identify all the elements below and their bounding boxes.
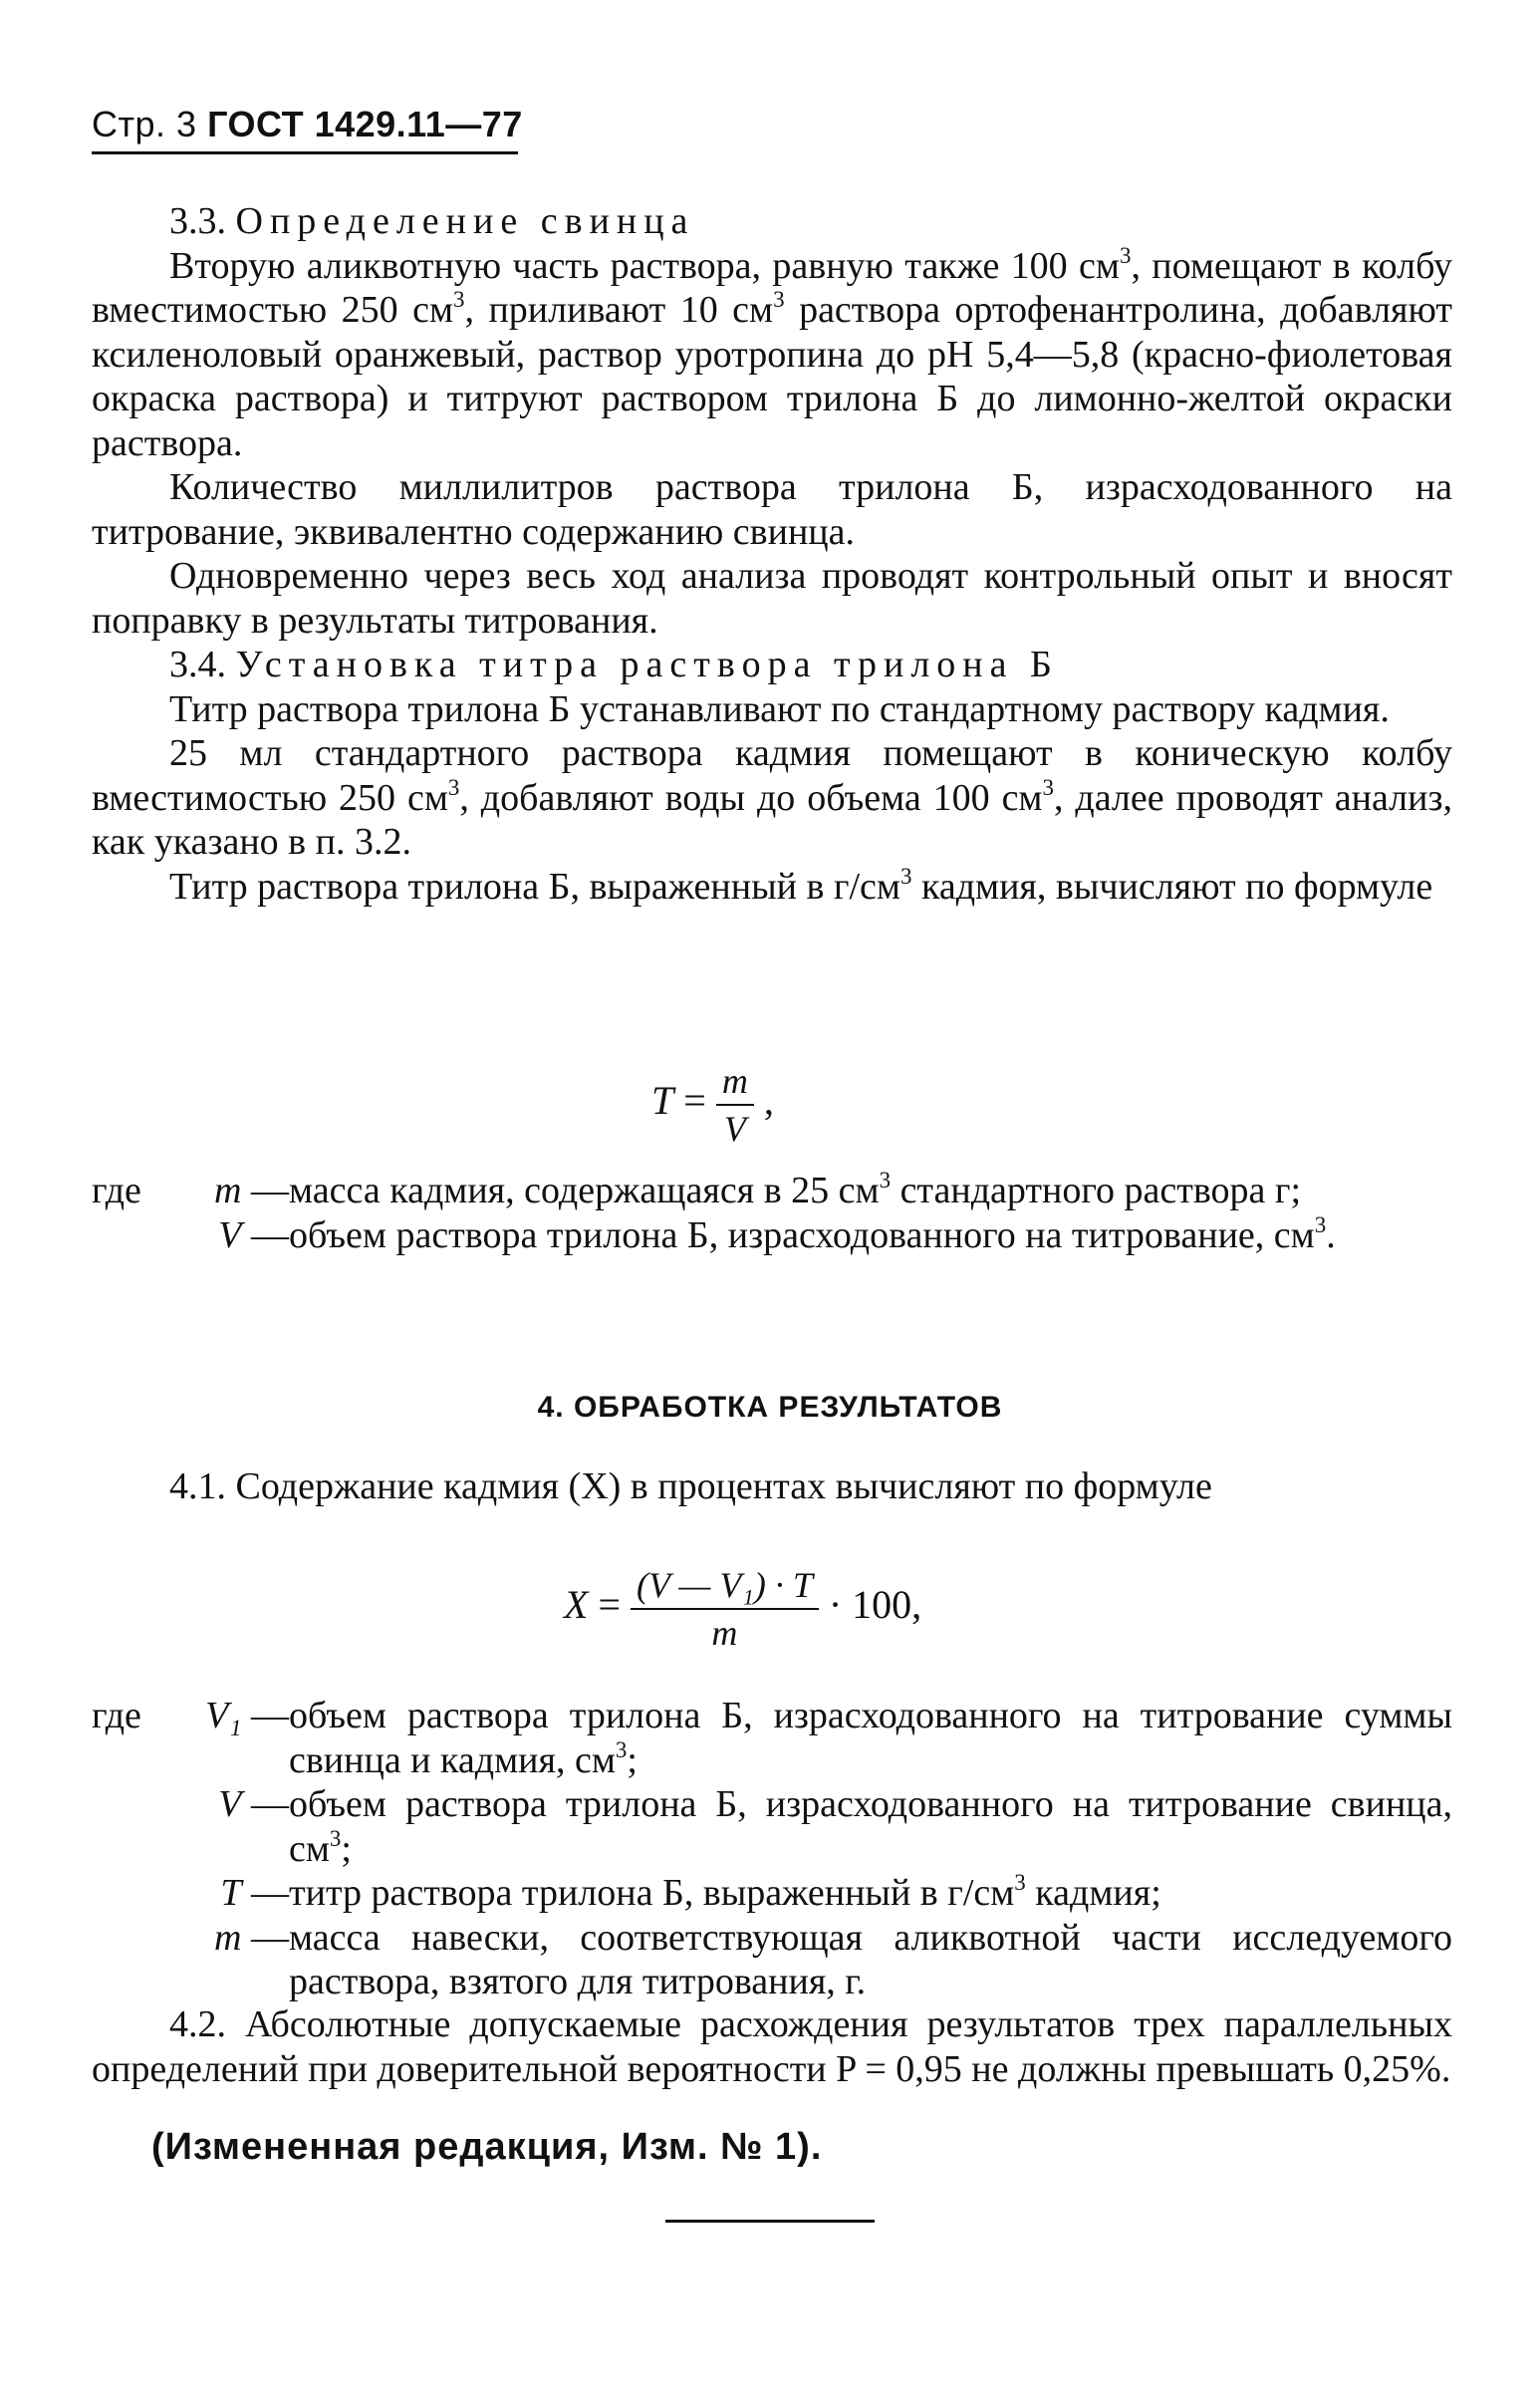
legend-row: T — титр раствора трилона Б, выраженный в $г/см^3$ кадмия; xyxy=(220,1870,1161,1914)
fraction: $\frac{m}{V}$ xyxy=(716,1058,754,1152)
amendment-note: (Измененная редакция, Изм. № 1). xyxy=(151,2126,823,2168)
header-rule xyxy=(92,151,518,154)
paragraph: Титр раствора трилона Б, выраженный в $г/см^3$ кадмия, вычисляют по формуле xyxy=(169,863,1433,908)
legend-row: где m — масса кадмия, содержащаяся в 25 $см^3$ стандартного раствора г; xyxy=(92,1168,1302,1211)
formula-legend-cadmium xyxy=(92,1694,1452,2004)
legend-row: m — масса навески, соответствующая аликвотной части исследуемого раствора, взятого для титрования, г. xyxy=(214,1916,1452,2002)
paragraph: Количество миллилитров раствора трилона Б, израсходованного на титрование, эквивалентно содержанию свинца. xyxy=(92,466,1452,553)
body-text-3 xyxy=(92,199,1452,909)
paragraph: Титр раствора трилона Б устанавливают по стандартному раствору кадмия. xyxy=(169,687,1390,730)
paragraph-4-1: 4.1. Содержание кадмия (X) в процентах вычисляют по формуле xyxy=(169,1465,1212,1507)
section-4-heading: 4. ОБРАБОТКА РЕЗУЛЬТАТОВ xyxy=(537,1391,1003,1424)
body-text-4-1 xyxy=(92,1464,1452,1509)
end-rule xyxy=(665,2220,875,2223)
page-header xyxy=(92,104,523,145)
formula-titer: T = $\frac{m}{V}$ , xyxy=(651,1058,774,1152)
formula-legend-titer xyxy=(92,1169,1452,1257)
section-3-3-title: 3.3. Определение свинца xyxy=(169,200,695,242)
legend-row: где V₁ — объем раствора трилона Б, израсходованного на титрование суммы свинца и кадмия, $см^3$; xyxy=(92,1695,1452,1781)
legend-row: V — объем раствора трилона Б, израсходованного на титрование свинца, $см^3$; xyxy=(218,1783,1452,1870)
fraction: $\frac{\text{(V — V₁) · T}}{m}$ xyxy=(631,1562,819,1656)
body-text-4-2 xyxy=(92,2002,1452,2091)
standard-code: ГОСТ 1429.11—77 xyxy=(207,104,523,144)
paragraph-4-2: 4.2. Абсолютные допускаемые расхождения результатов трех параллельных определений при доверительной вероятности P = 0,95 не должны превышать 0,25%. xyxy=(92,2003,1452,2090)
paragraph: Вторую аликвотную часть раствора, равную также 100 $см^3$, помещают в колбу вместимостью 250 $см^3$, приливают 10 $см^3$ раствора ортофенантролина, добавляют ксиленоловый оранжевый, раствор уротропина до рН 5,4—5,8 (красно-фиолетовая окраска раствора) и титруют раствором трилона Б до лимонно-желтой окраски раствора. xyxy=(92,242,1452,464)
paragraph: Одновременно через весь ход анализа проводят контрольный опыт и вносят поправку в результаты титрования. xyxy=(92,555,1452,642)
formula-cadmium: X = $\frac{\text{(V — V₁) · T}}{m}$ · 100, xyxy=(564,1562,921,1656)
legend-row: V — объем раствора трилона Б, израсходованного на титрование, $см^3$. xyxy=(218,1211,1336,1256)
page-number: Стр. 3 xyxy=(92,104,197,144)
section-3-4-title: 3.4. Установка титра раствора трилона Б xyxy=(169,644,1059,685)
paragraph: 25 мл стандартного раствора кадмия помещают в коническую колбу вместимостью 250 $см^3$, добавляют воды до объема 100 $см^3$, далее проводят анализ, как указано в п. 3.2. xyxy=(92,732,1452,863)
